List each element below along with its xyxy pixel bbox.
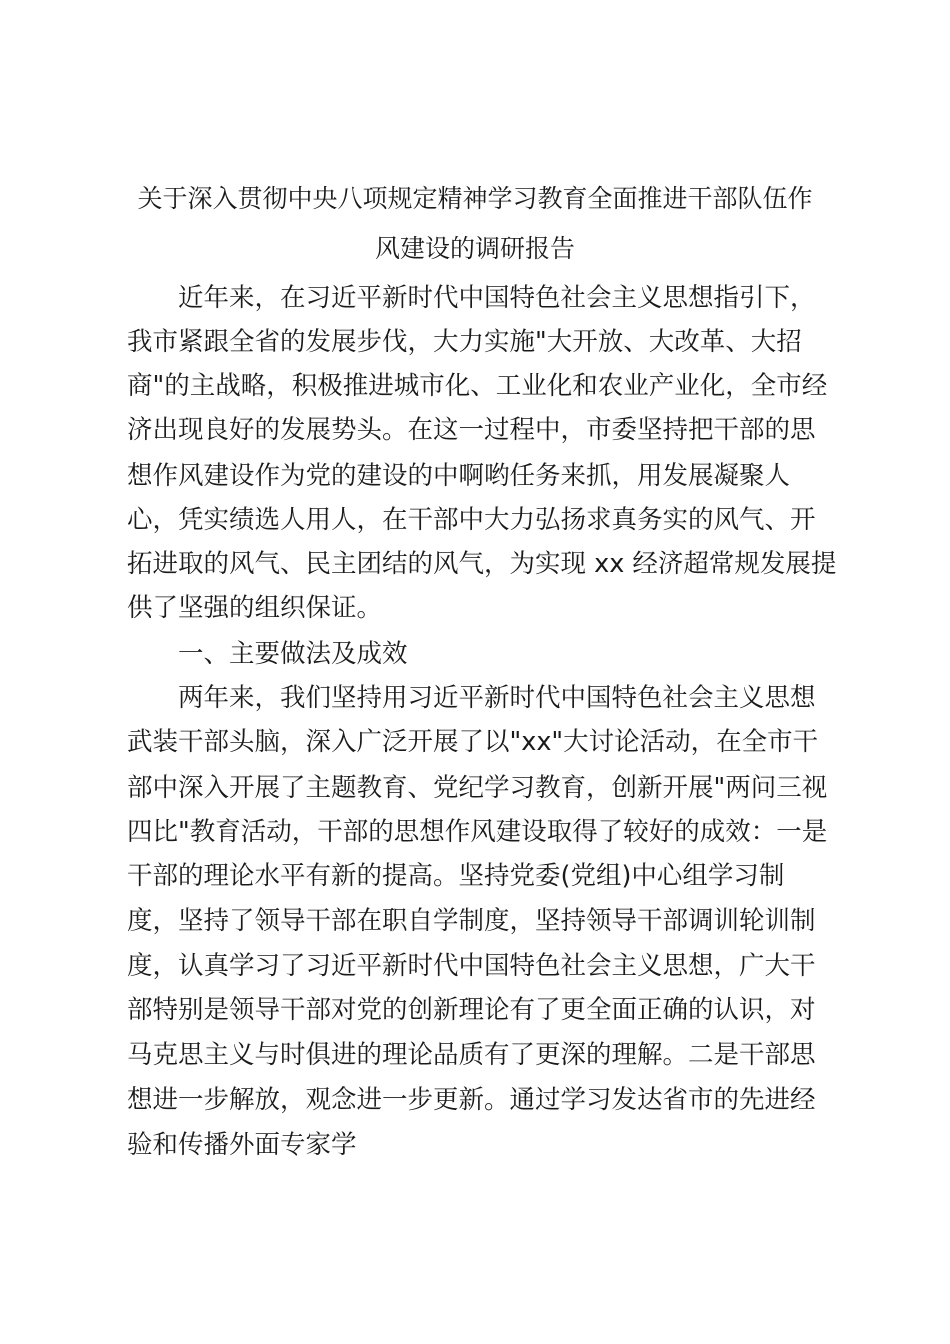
- paragraph-2-line-1: 两年来，我们坚持用习近平新时代中国特色社会主义思想: [178, 683, 816, 713]
- paragraph-1-line-8: 供了坚强的组织保证。: [127, 593, 383, 623]
- paragraph-2-line-8: 部特别是领导干部对党的创新理论有了更全面正确的认识，对: [127, 995, 816, 1025]
- paragraph-1-line-5: 想作风建设作为党的建设的中啊哟任务来抓，用发展凝聚人: [127, 461, 791, 491]
- paragraph-1-line-4: 济出现良好的发展势头。在这一过程中，市委坚持把干部的思: [127, 415, 816, 445]
- paragraph-2-line-4: 四比"教育活动，干部的思想作风建设取得了较好的成效：一是: [127, 817, 828, 847]
- document-title-line-1: 关于深入贯彻中央八项规定精神学习教育全面推进干部队伍作: [137, 184, 813, 213]
- section-1-heading: 一、主要做法及成效: [178, 639, 408, 669]
- paragraph-2-line-10: 想进一步解放，观念进一步更新。通过学习发达省市的先进经: [127, 1085, 816, 1115]
- paragraph-2-line-7: 度，认真学习了习近平新时代中国特色社会主义思想，广大干: [127, 951, 816, 981]
- paragraph-1-line-2: 我市紧跟全省的发展步伐，大力实施"大开放、大改革、大招: [127, 327, 802, 357]
- paragraph-1-line-7: 拓进取的风气、民主团结的风气，为实现 xx 经济超常规发展提: [127, 549, 837, 579]
- paragraph-2-line-6: 度，坚持了领导干部在职自学制度，坚持领导干部调训轮训制: [127, 906, 816, 936]
- paragraph-1-line-3: 商"的主战略，积极推进城市化、工业化和农业产业化，全市经: [127, 371, 828, 401]
- paragraph-1-line-1: 近年来，在习近平新时代中国特色社会主义思想指引下，: [178, 283, 816, 313]
- paragraph-2-line-11: 验和传播外面专家学: [127, 1130, 357, 1160]
- paragraph-2-line-3: 部中深入开展了主题教育、党纪学习教育，创新开展"两问三视: [127, 773, 828, 803]
- paragraph-2-line-5: 干部的理论水平有新的提高。坚持党委(党组)中心组学习制: [127, 861, 785, 891]
- paragraph-2-line-2: 武装干部头脑，深入广泛开展了以"xx"大讨论活动，在全市干: [127, 727, 819, 757]
- document-title-line-2: 风建设的调研报告: [374, 234, 575, 263]
- paragraph-1-line-6: 心，凭实绩选人用人，在干部中大力弘扬求真务实的风气、开: [127, 505, 816, 535]
- paragraph-2-line-9: 马克思主义与时俱进的理论品质有了更深的理解。二是干部思: [127, 1040, 816, 1070]
